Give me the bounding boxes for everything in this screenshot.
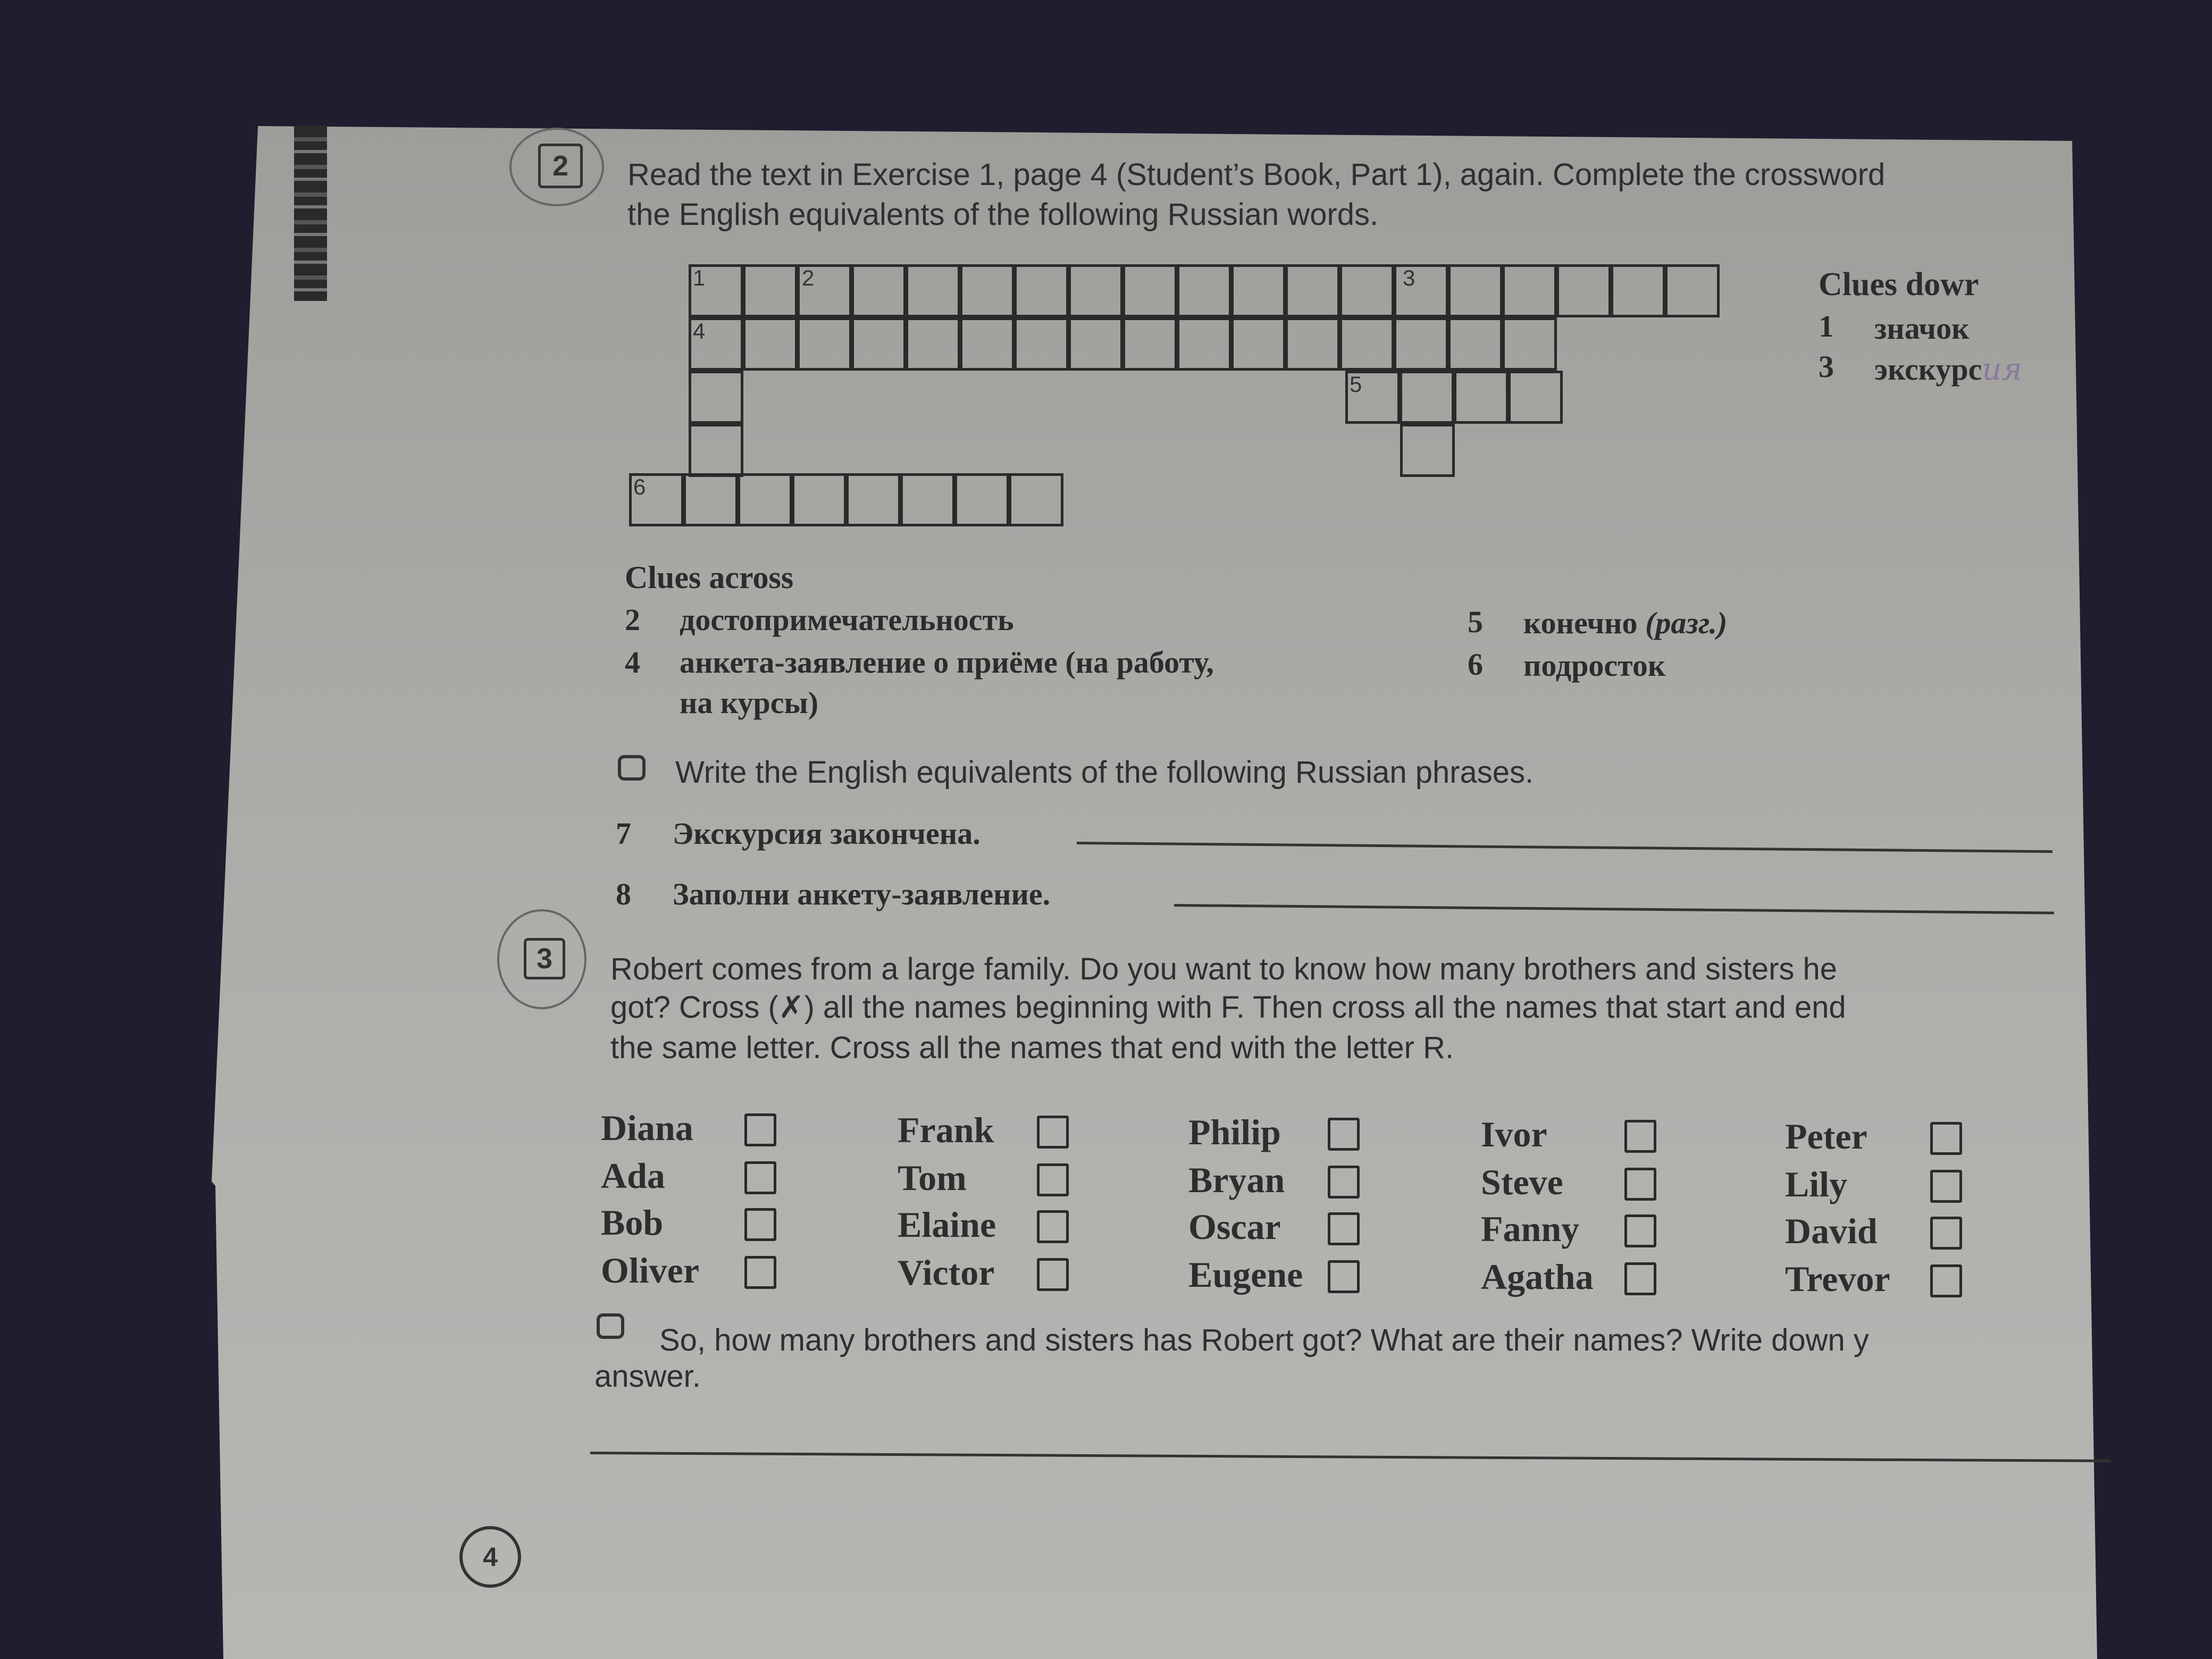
clue-down-1-number: 1 [1819,309,1834,343]
crossword-number-3: 3 [1403,265,1415,290]
name-oliver: Oliver [601,1250,700,1291]
crossword-cell[interactable] [792,473,847,526]
crossword-cell[interactable] [689,371,743,424]
crossword-cell[interactable] [1285,317,1340,371]
clue-down-1-text: значок [1874,311,1970,346]
name-checkbox-david[interactable] [1930,1217,1962,1250]
question-line-2: answer. [594,1359,701,1394]
name-checkbox-peter[interactable] [1930,1122,1962,1155]
name-checkbox-diana[interactable] [744,1113,776,1146]
exercise-2-instruction-line-2: the English equivalents of the following Russian words. [627,197,1379,232]
name-peter: Peter [1785,1116,1867,1157]
clue-down-3-text [1874,351,2022,387]
crossword-cell[interactable] [960,317,1015,371]
crossword-cell[interactable] [738,473,792,526]
clue-across-6-text: подросток [1523,648,1666,683]
page-number: 4 [459,1526,521,1588]
clues-across-heading: Clues across [625,560,794,595]
clue-down-3-printed: экскурс [1874,352,1982,387]
name-bryan: Bryan [1188,1160,1285,1200]
name-checkbox-ada[interactable] [744,1161,776,1194]
name-tom: Tom [898,1158,967,1198]
crossword-cell[interactable] [1122,317,1177,371]
crossword-cell[interactable] [1177,264,1231,317]
crossword-cell[interactable] [1231,264,1286,317]
exercise-3-instruction-line-3: the same letter. Cross all the names that end with the letter R. [610,1030,1454,1065]
clue-across-6-number: 6 [1468,647,1483,682]
clue-down-3-handwritten: ия [1982,351,2023,387]
crossword-cell[interactable] [1231,317,1286,371]
phrase-7-number: 7 [616,816,631,851]
crossword-cell[interactable] [1556,264,1611,317]
name-checkbox-fanny[interactable] [1624,1214,1656,1247]
name-checkbox-steve[interactable] [1624,1168,1656,1201]
crossword-cell[interactable] [1665,264,1720,317]
crossword-cell[interactable] [1394,317,1448,371]
phrases-task-checkbox[interactable] [618,755,646,781]
crossword-number-5: 5 [1350,372,1362,397]
crossword-cell[interactable] [1400,371,1454,424]
crossword-cell[interactable] [906,317,960,371]
binding-mark [294,125,327,301]
clue-across-2-text: достопримечательность [680,602,1014,637]
crossword-cell[interactable] [1339,264,1394,317]
crossword-cell[interactable] [1177,317,1231,371]
clue-across-5-word: конечно [1523,606,1638,640]
question-line-1: So, how many brothers and sisters has Robert got? What are their names? Write down y [659,1323,1869,1358]
name-checkbox-bob[interactable] [744,1208,776,1241]
crossword-cell[interactable] [1611,264,1665,317]
name-trevor: Trevor [1785,1259,1890,1299]
name-philip: Philip [1188,1112,1281,1152]
name-checkbox-bryan[interactable] [1328,1166,1360,1199]
name-fanny: Fanny [1481,1209,1580,1249]
phrases-instruction: Write the English equivalents of the following Russian phrases. [675,755,1534,790]
clue-across-5-text [1523,605,1727,641]
clue-down-3-number: 3 [1819,349,1834,384]
crossword-cell[interactable] [1068,264,1123,317]
name-steve: Steve [1481,1162,1563,1202]
crossword-cell[interactable] [743,317,798,371]
exercise-2-number: 2 [538,144,583,188]
crossword-cell[interactable] [1508,371,1563,424]
name-agatha: Agatha [1481,1256,1594,1297]
phrase-8-number: 8 [616,877,631,911]
name-checkbox-frank[interactable] [1037,1116,1069,1149]
crossword-cell[interactable] [846,473,901,526]
clue-across-5-number: 5 [1468,605,1483,639]
name-checkbox-oscar[interactable] [1328,1212,1360,1245]
name-bob: Bob [601,1202,664,1243]
crossword-cell[interactable] [954,473,1009,526]
crossword-cell[interactable] [1068,317,1123,371]
clue-across-4-number: 4 [625,645,640,680]
crossword-cell[interactable] [960,264,1015,317]
crossword-number-1: 1 [693,265,706,290]
clue-across-5-note: (разг.) [1645,606,1728,640]
crossword-cell[interactable] [689,424,743,477]
name-checkbox-victor[interactable] [1037,1258,1069,1291]
name-frank: Frank [898,1110,994,1150]
name-victor: Victor [898,1252,995,1293]
name-eugene: Eugene [1188,1254,1303,1295]
name-checkbox-tom[interactable] [1037,1163,1069,1196]
crossword-cell[interactable] [683,473,738,526]
crossword-cell[interactable] [851,317,906,371]
crossword-cell[interactable] [743,264,798,317]
exercise-3-instruction-line-1: Robert comes from a large family. Do you want to know how many brothers and sisters he [610,952,1838,986]
crossword-cell[interactable] [906,264,960,317]
name-david: David [1785,1211,1878,1251]
clue-across-2-number: 2 [625,602,640,637]
exercise-3-instruction-line-2: got? Cross (✗) all the names beginning with F. Then cross all the names that start and end [610,990,1846,1025]
name-elaine: Elaine [898,1204,996,1245]
crossword-cell[interactable] [1502,264,1557,317]
name-diana: Diana [601,1108,693,1148]
crossword-number-2: 2 [802,265,815,290]
exercise-2-instruction-line-1: Read the text in Exercise 1, page 4 (Student’s Book, Part 1), again. Complete the crossword [627,157,1886,192]
name-checkbox-philip[interactable] [1328,1118,1360,1151]
clue-across-4-text: анкета-заявление о приёме (на работу, [680,645,1214,680]
name-checkbox-ivor[interactable] [1624,1120,1656,1153]
crossword-cell[interactable] [1502,317,1557,371]
crossword-cell[interactable] [1454,371,1509,424]
crossword-cell[interactable] [1014,317,1069,371]
crossword-cell[interactable] [851,264,906,317]
crossword-number-4: 4 [693,319,706,343]
name-oscar: Oscar [1188,1206,1281,1247]
clues-down-heading: Clues dowr [1819,266,1979,303]
clue-across-4-text-cont: на курсы) [680,685,819,720]
crossword-cell[interactable] [1122,264,1177,317]
phrase-7-text: Экскурсия закончена. [673,816,981,851]
name-checkbox-eugene[interactable] [1328,1260,1360,1293]
name-checkbox-agatha[interactable] [1624,1262,1656,1295]
name-checkbox-trevor[interactable] [1930,1264,1962,1297]
crossword-cell[interactable] [1400,424,1455,477]
question-task-checkbox[interactable] [597,1313,624,1339]
exercise-3-number: 3 [524,938,565,979]
name-checkbox-elaine[interactable] [1037,1210,1069,1243]
name-ivor: Ivor [1481,1114,1547,1154]
crossword-cell[interactable] [797,317,852,371]
phrase-8-text: Заполни анкету-заявление. [673,877,1051,911]
crossword-cell[interactable] [1394,264,1448,317]
crossword-cell[interactable] [1448,264,1503,317]
crossword-cell[interactable] [1014,264,1069,317]
crossword-cell[interactable] [900,473,955,526]
crossword-cell[interactable] [1009,473,1063,526]
name-checkbox-lily[interactable] [1930,1170,1962,1203]
crossword-cell[interactable] [1285,264,1340,317]
name-checkbox-oliver[interactable] [744,1256,776,1289]
crossword-cell[interactable] [1448,317,1503,371]
crossword-number-6: 6 [633,474,646,499]
name-ada: Ada [601,1155,665,1196]
name-lily: Lily [1785,1164,1848,1204]
crossword-cell[interactable] [1339,317,1394,371]
